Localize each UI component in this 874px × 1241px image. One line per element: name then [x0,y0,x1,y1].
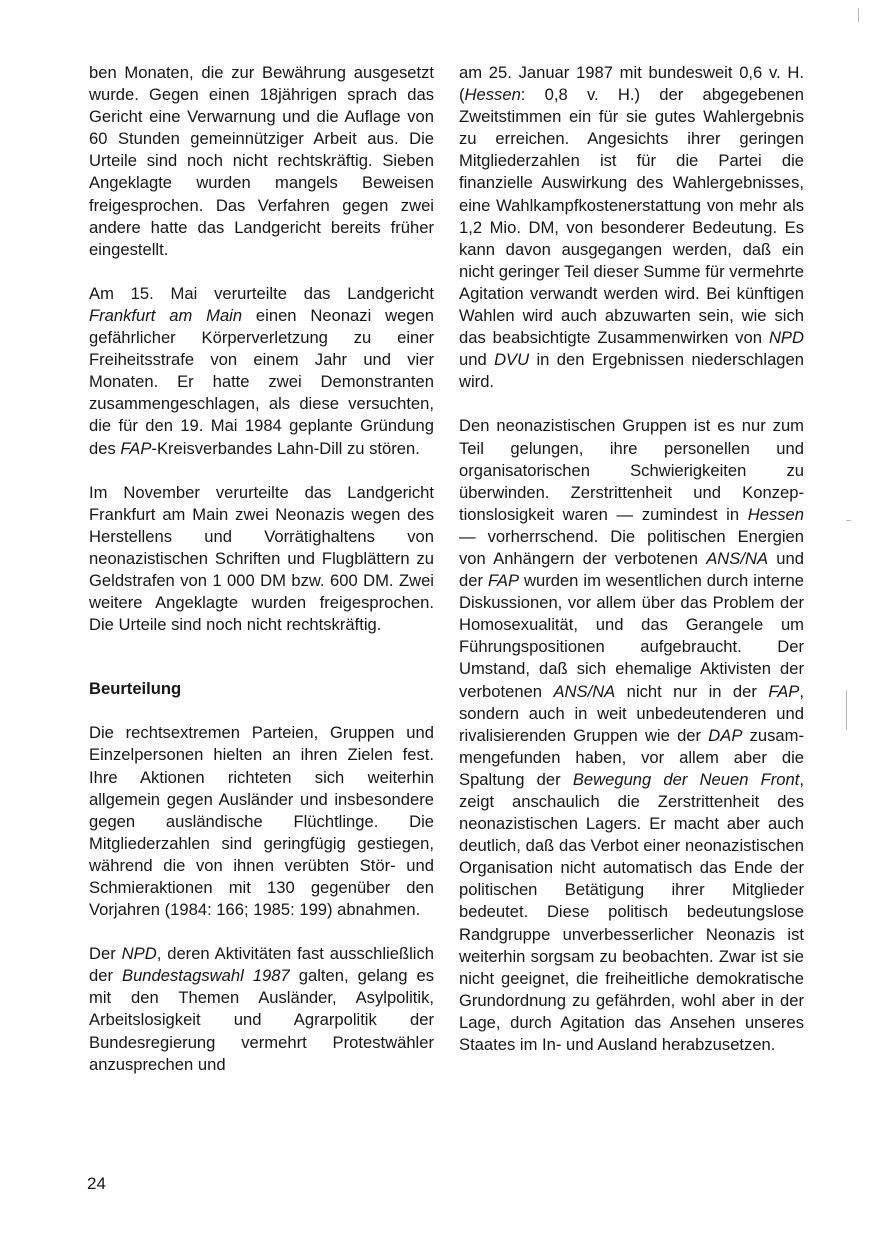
italic-term: Bundestagswahl 1987 [122,966,290,986]
italic-term: Hessen [464,85,521,105]
scan-edge-mark [858,8,859,22]
italic-term: ANS/NA [553,681,616,701]
scan-edge-mark [846,520,851,521]
italic-term: DAP [708,725,743,745]
paragraph-probation-verdicts: ben Monaten, die zur Bewährung ausgesetzt wurde. Gegen einen 18jährigen sprach das Gericht eine Verwarnung und die Auflage von 60 Stunden gemeinnütziger Arbeit aus. Die Urteile sind noch nicht rechtskräftig. Sieben Angeklagte wurden mangels Beweisen freigesprochen. Das Verfahren gegen zwei andere hatte das Landgericht bereits früher eingestellt. [89,63,434,259]
italic-term: NPD [768,328,804,348]
italic-term: Bewegung der Neuen Front [572,769,800,789]
italic-term: ANS/NA [706,548,769,568]
paragraph-election-result: am 25. Januar 1987 mit bundesweit 0,6 v. H. (Hessen: 0,8 v. H.) der abgegebenen Zweitstimmen ein für sie gutes Wahlergebnis zu erreichen. Angesichts ihrer geringen Mitgliederzahlen ist für die Partei die finanzielle Auswirkung des Wahlergebnisses, eine Wahlkampfkostenerstattung von mehr als 1,2 Mio. DM, von besonderer Bedeutung. Es kann davon ausgegangen werden, daß ein nicht geringer Teil dieser Summe für vermehrte Agitation verwandt werden wird. Bei künftigen Wahlen wird auch abzuwarten sein, wie sich das beabsichtigte Zusammenwirken von NPD und DVU in den Ergebnissen niederschlagen wird. [459,63,804,392]
left-column [89,62,434,1076]
italic-term: FAP [487,571,520,591]
italic-term: DVU [494,350,530,370]
italic-term: FAP [120,438,152,458]
scan-edge-mark [846,690,847,730]
paragraph-frankfurt-verdict-november: Im November verurteilte das Landgericht Frankfurt am Main zwei Neonazis wegen des Herstellens und Vorrätighaltens von neonazistischen Schriften und Flugblättern zu Geldstrafen von 1 000 DM bzw. 600 DM. Zwei weitere Angeklagte wurden freigesprochen. Die Urteile sind noch nicht rechtskräftig. [89,482,434,635]
italic-term: Frankfurt am Main [89,305,243,325]
paragraph-npd-election: Der NPD, deren Aktivitäten fast ausschließlich der Bundestagswahl 1987 galten, gelang es mit den Themen Ausländer, Asylpolitik, Arbeitslosigkeit und Agrarpolitik der Bundesregierung vermehrt Protestwähler anzusprechen und [89,944,434,1074]
italic-term: NPD [121,944,157,964]
italic-term: FAP [768,681,800,701]
paragraph-assessment-intro: Die rechtsextremen Parteien, Gruppen und Einzelpersonen hielten an ihren Zielen fest. Ihre Aktionen richteten sich weiterhin allgemein gegen Ausländer und insbesondere gegen ausländische Flüchtlinge. Die Mitgliederzahlen sind geringfügig gestiegen, während die von ihnen verübten Stör- und Schmieraktionen mit 130 gegenüber den Vorjahren (1984: 166; 1985: 199) abnahmen. [89,723,434,920]
italic-term: Hessen [747,504,804,524]
paragraph-neonazi-groups: Den neonazistischen Gruppen ist es nur zum Teil gelungen, ihre personellen und organisatorischen Schwierigkeiten zu überwinden. Zerstrittenheit und Konzeptionslosigkeit waren — zumindest in Hessen — vorherrschend. Die politischen Energien von Anhängern der verbotenen ANS/NA und der FAP wurden im wesentlichen durch interne Diskussionen, vor allem über das Problem der Homosexualität, und das Gerangele um Führungspositionen aufgebraucht. Der Umstand, daß sich ehemalige Aktivisten der verbotenen ANS/NA nicht nur in der FAP, sondern auch in weit unbedeutenderen und rivalisierenden Gruppen wie der DAP zusammengefunden haben, vor allem aber die Spaltung der Bewegung der Neuen Front, zeigt anschaulich die Zerstrittenheit des neonazistischen Lagers. Er macht aber auch deutlich, daß das Verbot einer neonazistischen Organisation nicht automatisch das Ende der politischen Betätigung ihrer Mitglieder bedeutet. Diese politisch bedeutungslose Randgruppe unverbesserlicher Neonazis ist weiterhin sorgsam zu beobachten. Zwar ist sie nicht geeignet, die freiheitliche demokratische Grundordnung zu gefährden, wohl aber in der Lage, durch Agitation das Ansehen unseres Staates im In- und Ausland herabzusetzen. [459,416,805,1055]
section-heading-beurteilung: Beurteilung [89,679,182,699]
right-column [459,62,804,1056]
paragraph-frankfurt-verdict-may: Am 15. Mai verurteilte das Landgericht Frankfurt am Main einen Neonazi wegen gefährlicher Körperverletzung zu einer Freiheitsstrafe von einem Jahr und vier Monaten. Er hatte zwei Demonstranten zusammengeschlagen, als diese versuchten, die für den 19. Mai 1984 geplante Gründung des FAP-Kreisverbandes Lahn-Dill zu stören. [89,283,434,458]
page-number: 24 [87,1174,106,1193]
